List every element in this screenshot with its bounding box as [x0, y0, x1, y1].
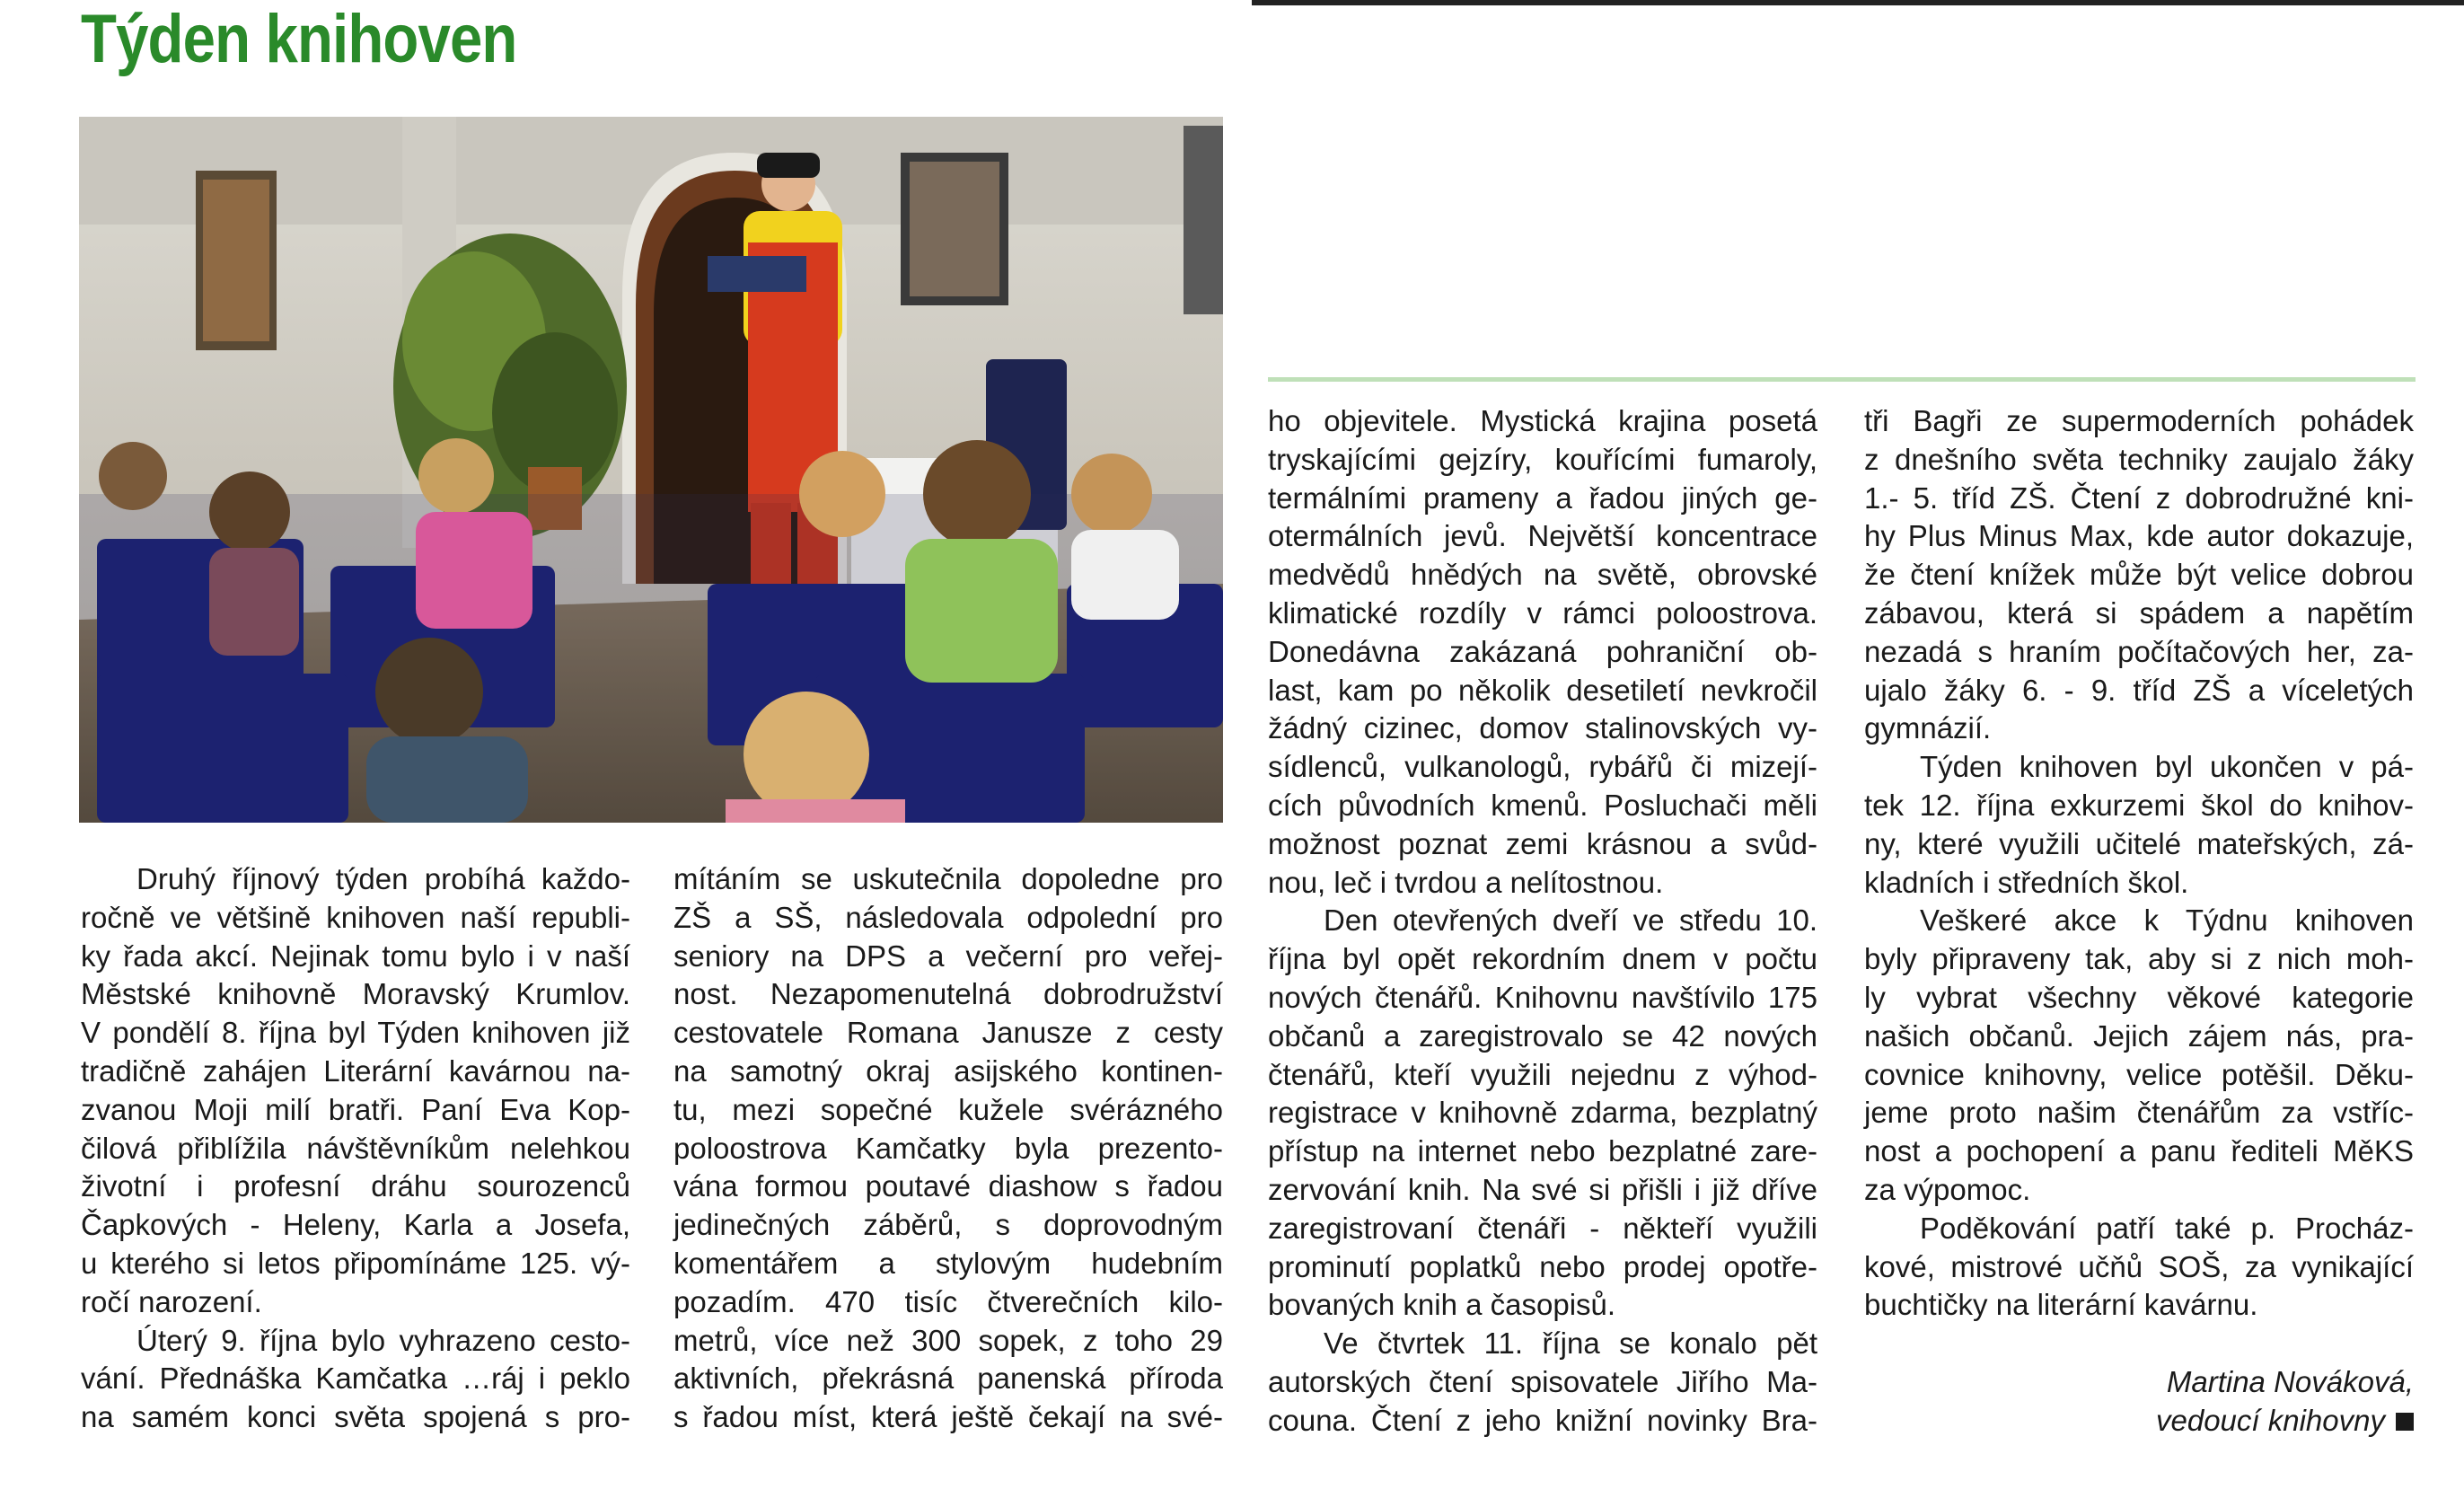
text-line: tryskajícími gejzíry, kouřícími fumaroly,: [1268, 442, 1817, 476]
text-line: žádný cizinec, domov stalinovských vy-: [1268, 711, 1817, 745]
text-line: jedinečných záběrů, s doprovodným: [673, 1208, 1223, 1242]
article-title: Týden knihoven: [81, 1, 517, 77]
text-line: zervování knih. Na své si přišli i již dříve: [1268, 1172, 1817, 1206]
text-line: s řadou míst, která ještě čekají na své-: [673, 1400, 1223, 1434]
text-line: čilová přiblížila návštěvníkům nelehkou: [81, 1131, 630, 1165]
text-line: přístup na internet nebo bezplatné zare-: [1268, 1134, 1817, 1168]
text-line: aktivních, překrásná panenská příroda: [673, 1362, 1223, 1396]
text-line: zaregistrovaní čtenáři - někteří využili: [1268, 1211, 1817, 1245]
text-line: buchtičky na literární kavárnu.: [1864, 1288, 2258, 1322]
text-line: bovaných knih a časopisů.: [1268, 1288, 1616, 1322]
text-line: z dnešního světa techniky zaujalo žáky: [1864, 442, 2414, 476]
text-line: hy Plus Minus Max, kde autor dokazuje,: [1864, 519, 2414, 553]
text-line: tek 12. října exkurzemi škol do knihov-: [1864, 788, 2414, 822]
text-line: byly připraveny tak, aby si z nich moh-: [1864, 942, 2414, 976]
photo-illustration: [79, 117, 1223, 823]
text-line: tři Bagři ze supermoderních pohádek: [1864, 404, 2414, 437]
text-line: ho objevitele. Mystická krajina posetá: [1268, 404, 1817, 437]
text-line: cestovatele Romana Janusze z cesty: [673, 1016, 1223, 1050]
signature-name: Martina Nováková,: [2166, 1365, 2414, 1398]
text-line: covnice knihovny, velice potěšil. Děku-: [1864, 1057, 2414, 1091]
text-line: cích původních kmenů. Posluchači měli: [1268, 788, 1817, 822]
text-line: nezadá s hraním počítačových her, za-: [1864, 634, 2414, 668]
text-line: na samotný okraj asijského kontinen-: [673, 1053, 1223, 1088]
text-line: října byl opět rekordním dnem v počtu: [1268, 942, 1817, 976]
text-line: ujalo žáky 6. - 9. tříd ZŠ a víceletých: [1864, 673, 2414, 707]
text-line: Druhý říjnový týden probíhá každo-: [136, 862, 630, 895]
text-line: kladních i středních škol.: [1864, 865, 2189, 899]
text-line: na samém konci světa spojená s pro-: [81, 1400, 630, 1434]
text-line: možnost poznat zemi krásnou a svůd-: [1268, 826, 1817, 860]
text-line: jeme proto našim čtenářům za vstříc-: [1864, 1096, 2414, 1130]
text-line: Poděkování patří také p. Procház-: [1920, 1211, 2414, 1245]
text-line: Týden knihoven byl ukončen v pá-: [1920, 750, 2414, 784]
text-line: ky řada akcí. Nejinak tomu bylo i v naší: [81, 939, 630, 973]
signature-role: vedoucí knihovny: [2156, 1404, 2385, 1437]
text-line: našich občanů. Jejich zájem nás, pra-: [1864, 1018, 2414, 1053]
text-line: Veškeré akce k Týdnu knihoven: [1920, 903, 2414, 938]
text-line: Donedávna zakázaná pohraniční ob-: [1268, 634, 1817, 668]
text-line: Den otevřených dveří ve středu 10.: [1324, 903, 1817, 938]
text-line: last, kam po několik desetiletí nevkročil: [1268, 673, 1817, 707]
text-line: komentářem a stylovým hudebním: [673, 1246, 1223, 1280]
text-line: sídlenců, vulkanologů, rybářů či mizejí-: [1268, 750, 1817, 784]
article-column-4: [1864, 402, 2414, 1325]
text-line: zábavou, která si spádem a napětím: [1864, 595, 2414, 630]
text-line: klimatické rozdíly v rámci poloostrova.: [1268, 595, 1817, 630]
text-line: ročně ve většině knihoven naší republi-: [81, 900, 630, 934]
text-line: že čtení knížek může být velice dobrou: [1864, 558, 2414, 592]
end-mark: [2396, 1413, 2414, 1431]
text-line: životní i profesní dráhu sourozenců: [81, 1169, 630, 1203]
text-line: V pondělí 8. října byl Týden knihoven již: [81, 1016, 630, 1050]
text-line: metrů, více než 300 sopek, z toho 29: [673, 1323, 1223, 1357]
article-column-1: [81, 860, 630, 1437]
text-line: pozadím. 470 tisíc čtverečních kilo-: [673, 1284, 1223, 1318]
text-line: otermálních jevů. Největší koncentrace: [1268, 519, 1817, 553]
text-line: seniory na DPS a večerní pro veřej-: [673, 939, 1223, 973]
signature-role-line: [1958, 1402, 2414, 1441]
article-column-3: [1268, 402, 1817, 1441]
top-rule: [1252, 0, 2464, 5]
article-column-2: [673, 860, 1223, 1437]
text-line: ny, které využili učitelé mateřských, zá-: [1864, 826, 2414, 860]
text-line: 1.- 5. tříd ZŠ. Čtení z dobrodružné kni-: [1864, 480, 2414, 515]
text-line: za výpomoc.: [1864, 1172, 2031, 1206]
text-line: občanů a zaregistrovalo se 42 nových: [1268, 1018, 1817, 1053]
text-line: nost a pochopení a panu řediteli MěKS: [1864, 1134, 2414, 1168]
text-line: gymnázií.: [1864, 711, 1992, 745]
text-line: mítáním se uskutečnila dopoledne pro: [673, 862, 1223, 895]
text-line: kové, mistrové učňů SOŠ, za vynikající: [1864, 1249, 2414, 1283]
article-photo: [79, 117, 1223, 823]
text-line: u kterého si letos připomínáme 125. vý-: [81, 1246, 630, 1280]
text-line: ročí narození.: [81, 1284, 262, 1318]
text-line: termálními prameny a řadou jiných ge-: [1268, 480, 1817, 515]
text-line: prominutí poplatků nebo prodej opotře-: [1268, 1249, 1817, 1283]
text-line: nových čtenářů. Knihovnu navštívilo 175: [1268, 980, 1817, 1014]
text-line: ly vybrat všechny věkové kategorie: [1864, 980, 2414, 1014]
text-line: Městské knihovně Moravský Krumlov.: [81, 977, 630, 1011]
text-line: medvědů hnědých na světě, obrovské: [1268, 558, 1817, 592]
text-line: Ve čtvrtek 11. října se konalo pět: [1324, 1326, 1817, 1361]
text-line: vána formou poutavé diashow s řadou: [673, 1169, 1223, 1203]
text-line: ZŠ a SŠ, následovala odpolední pro: [673, 900, 1223, 934]
text-line: Čapkových - Heleny, Karla a Josefa,: [81, 1208, 630, 1242]
text-line: autorských čtení spisovatele Jiřího Ma-: [1268, 1364, 1817, 1398]
text-line: registrace v knihovně zdarma, bezplatný: [1268, 1096, 1817, 1130]
text-line: tu, mezi sopečné kužele svérázného: [673, 1092, 1223, 1126]
text-line: Úterý 9. října bylo vyhrazeno cesto-: [136, 1323, 630, 1357]
text-line: zvanou Moji milí bratři. Paní Eva Kop-: [81, 1092, 630, 1126]
text-line: čtenářů, kteří využili nejednu z výhod-: [1268, 1057, 1817, 1091]
text-line: vání. Přednáška Kamčatka …ráj i peklo: [81, 1362, 630, 1396]
column-rule: [1268, 377, 2416, 382]
text-line: poloostrova Kamčatky byla prezento-: [673, 1131, 1223, 1165]
text-line: nou, leč i tvrdou a nelítostnou.: [1268, 865, 1664, 899]
text-line: couna. Čtení z jeho knižní novinky Bra-: [1268, 1403, 1817, 1437]
text-line: nost. Nezapomenutelná dobrodružství: [673, 977, 1223, 1011]
text-line: tradičně zahájen Literární kavárnou na-: [81, 1053, 630, 1088]
